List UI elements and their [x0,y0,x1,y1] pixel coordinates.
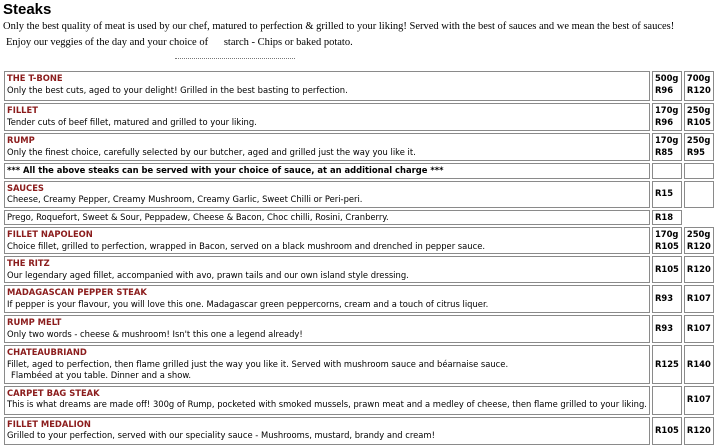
menu-row-rump-melt [4,315,714,343]
item-price: R95 [686,146,705,157]
item-size: 700g [686,73,711,83]
item-description: Choice fillet, grilled to perfection, wrapped in Bacon, served on a black mushroom and drenched in pepper sauce. [7,240,486,251]
item-size: 170g [654,229,679,239]
price-cell-2 [684,133,714,161]
item-name: FILLET NAPOLEON [7,229,93,239]
item-price: R120 [686,240,711,251]
price-cell-1 [652,315,682,343]
item-size: 250g [686,105,711,115]
price-cell-1 [652,417,682,445]
item-price: R105 [686,116,711,127]
menu-row-napoleon [4,227,714,254]
item-price: R18 [654,211,674,222]
item-description: Only the best cuts, aged to your delight! Grilled in the best basting to perfection. [7,84,348,95]
price-cell-2 [684,315,714,343]
item-price: R96 [654,116,674,127]
item-price: R125 [654,358,679,369]
price-cell-1 [652,163,682,179]
price-cell-2 [684,210,714,226]
menu-row-ritz [4,256,714,283]
item-price: R93 [654,293,674,304]
price-cell-2 [684,386,714,415]
item-name: FILLET [7,105,38,115]
item-price: R120 [686,424,711,435]
price-cell-2 [684,345,714,384]
price-cell-1 [652,386,682,415]
item-price: R107 [686,323,711,334]
menu-row-medallion [4,417,714,445]
item-description: Cheese, Creamy Pepper, Creamy Mushroom, Creamy Garlic, Sweet Chilli or Peri-peri. [7,194,363,204]
menu-row-sauces [4,181,714,208]
menu-row-sauces-premium [4,210,714,226]
item-price: R140 [686,358,711,369]
item-name: SAUCES [7,182,44,193]
item-size: 170g [654,105,679,115]
price-cell-1 [652,71,682,101]
item-price: R96 [654,84,674,95]
price-cell-1 [652,210,682,226]
item-price: R105 [654,263,679,274]
item-price: R85 [654,146,674,157]
price-cell-1 [652,256,682,283]
menu-row-rump [4,133,714,161]
item-description: Our legendary aged fillet, accompanied with avo, prawn tails and our own island style dressing. [7,269,409,280]
item-name: CHATEAUBRIAND [7,347,87,357]
price-cell-1 [652,345,682,384]
price-cell-2 [684,163,714,179]
item-description: This is what dreams are made off! 300g of Rump, pocketed with smoked mussels, prawn meat and a medley of cheese, then flame grilled to your liking. [7,399,647,409]
item-description: Only the finest choice, carefully selected by our butcher, aged and grilled just the way you like it. [7,146,416,157]
menu-item-madagascan [4,285,650,313]
item-description: Grilled to your perfection, served with our speciality sauce - Mushrooms, mustard, brandy and cream! [7,430,435,440]
item-description: Only two words - cheese & mushroom! Isn't this one a legend already! [7,328,303,339]
item-size: 500g [654,73,679,83]
price-cell-2 [684,71,714,101]
item-price: R93 [654,323,674,334]
item-size: 170g [654,135,679,145]
menu-item-napoleon [4,227,650,254]
price-cell-1 [652,181,682,208]
item-name: MADAGASCAN PEPPER STEAK [7,287,147,297]
price-cell-2 [684,181,714,208]
menu-item-sauces [4,181,650,208]
intro-text: Only the best quality of meat is used by our chef, matured to perfection & grilled to your liking! Served with the best of sauces and we mean the best of sauces! [3,21,675,32]
menu-item-rump [4,133,650,161]
item-description: Prego, Roquefort, Sweet & Sour, Peppadew, Cheese & Bacon, Choc chilli, Rosini, Cranberry. [7,211,389,222]
price-cell-1 [652,103,682,131]
menu-row-fillet [4,103,714,131]
item-description-2: Flambéed at you table. Dinner and a show. [11,370,192,380]
item-description: Fillet, aged to perfection, then flame grilled just the way you like it. Served with mushroom sauce and béarnaise sauce. [7,358,509,369]
item-price: R120 [686,263,711,274]
menu-item-chateaubriand [4,345,650,384]
item-price: R107 [686,293,711,304]
scroll-artifact [175,58,295,64]
price-cell-1 [652,285,682,313]
item-price: R105 [654,424,679,435]
item-name: THE RITZ [7,258,50,268]
menu-item-tbone [4,71,650,101]
item-name: RUMP MELT [7,317,62,327]
item-description: Tender cuts of beef fillet, matured and grilled to your liking. [7,116,257,127]
item-name: THE T-BONE [7,73,63,83]
menu-row-tbone [4,71,714,101]
item-price: R15 [654,188,674,199]
menu-item-rump-melt [4,315,650,343]
menu-row-note [4,163,714,179]
price-cell-1 [652,227,682,254]
price-cell-2 [684,227,714,254]
price-cell-1 [652,133,682,161]
menu-item-medallion [4,417,650,445]
item-size: 250g [686,229,711,239]
item-size: 250g [686,135,711,145]
item-price: R120 [686,84,711,95]
item-price: R107 [686,394,711,405]
item-name: FILLET MEDALION [7,418,91,429]
menu-item-fillet [4,103,650,131]
intro-text-2: Enjoy our veggies of the day and your choice of starch - Chips or baked potato. [6,37,353,48]
price-cell-2 [684,256,714,283]
price-cell-2 [684,103,714,131]
sauce-note: *** All the above steaks can be served with your choice of sauce, at an additional charge *** [4,163,650,179]
item-description: If pepper is your flavour, you will love this one. Madagascar green peppercorns, cream and a touch of citrus liquer. [7,298,489,309]
page-title: Steaks [3,1,52,18]
menu-row-chateaubriand [4,345,714,384]
item-name: CARPET BAG STEAK [7,387,100,398]
price-cell-2 [684,417,714,445]
item-price: R105 [654,240,679,251]
item-name: RUMP [7,135,35,145]
menu-item-ritz [4,256,650,283]
menu-item-sauces-premium [4,210,650,226]
menu-table [2,69,716,447]
menu-row-madagascan [4,285,714,313]
menu-item-carpet-bag [4,386,650,415]
price-cell-2 [684,285,714,313]
menu-row-carpet-bag [4,386,714,415]
